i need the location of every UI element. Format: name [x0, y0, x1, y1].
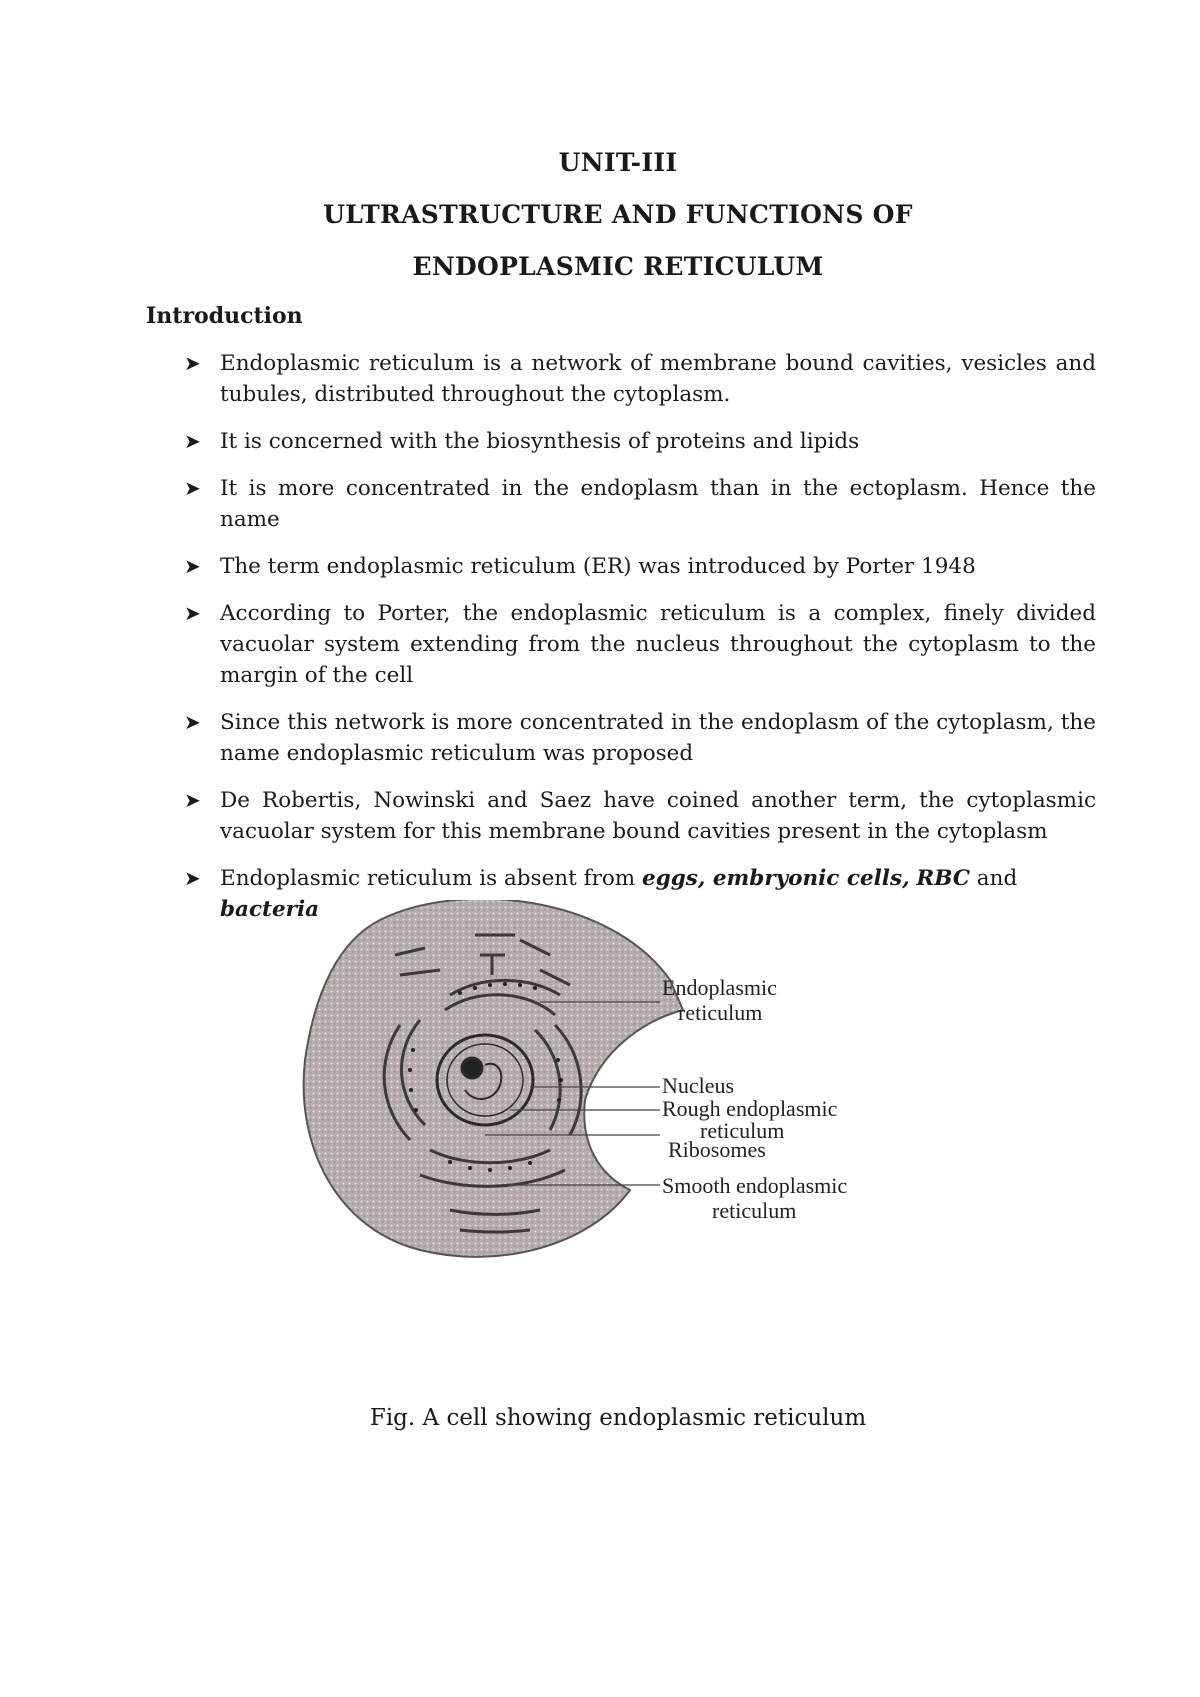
section-heading: Introduction	[146, 303, 303, 329]
figure-caption: Fig. A cell showing endoplasmic reticulum	[369, 1405, 867, 1431]
arrow-bullet-icon: ➤	[184, 788, 201, 812]
label-er: reticulum	[678, 1000, 763, 1025]
bullet-item	[178, 426, 1096, 457]
emphasis-text: RBC	[916, 866, 970, 891]
bullet-item	[178, 473, 1096, 535]
arrow-bullet-icon: ➤	[184, 866, 201, 890]
bullet-text: Endoplasmic reticulum is a network of membrane bound cavities, vesicles and tubules, distributed throughout the cytoplasm.	[220, 351, 1096, 407]
unit-title: UNIT-III	[558, 148, 678, 177]
bullet-item	[178, 551, 1096, 582]
cell-diagram	[300, 900, 960, 1270]
chapter-title-line1: ULTRASTRUCTURE AND FUNCTIONS OF	[323, 200, 913, 229]
bullet-item	[178, 348, 1096, 410]
bullet-text: Since this network is more concentrated in the endoplasm of the cytoplasm, the name endoplasmic reticulum was proposed	[220, 710, 1096, 766]
bullet-text: De Robertis, Nowinski and Saez have coined another term, the cytoplasmic vacuolar system for this membrane bound cavities present in the cytoplasm	[220, 788, 1096, 844]
label-smooth-er: Smooth endoplasmic	[662, 1173, 848, 1198]
arrow-bullet-icon: ➤	[184, 601, 201, 625]
bullet-text: According to Porter, the endoplasmic reticulum is a complex, finely divided vacuolar system extending from the nucleus throughout the cytoplasm to the margin of the cell	[220, 601, 1096, 688]
arrow-bullet-icon: ➤	[184, 710, 201, 734]
bullet-item	[178, 598, 1096, 691]
chapter-title-line2: ENDOPLASMIC RETICULUM	[412, 252, 824, 281]
label-rough-er: Rough endoplasmic	[662, 1096, 838, 1121]
bullet-list	[178, 348, 1096, 941]
label-er: Endoplasmic	[662, 975, 777, 1000]
bullet-item	[178, 785, 1096, 847]
emphasis-text: eggs, embryonic cells,	[642, 866, 910, 891]
bullet-text: It is more concentrated in the endoplasm than in the ectoplasm. Hence the name	[220, 476, 1096, 532]
label-rough-er: reticulum	[700, 1118, 785, 1143]
bullet-text: Endoplasmic reticulum is absent from	[220, 866, 643, 891]
arrow-bullet-icon: ➤	[184, 554, 201, 578]
label-ribosomes: Ribosomes	[668, 1137, 766, 1162]
arrow-bullet-icon: ➤	[184, 429, 201, 453]
arrow-bullet-icon: ➤	[184, 476, 201, 500]
label-smooth-er: reticulum	[712, 1198, 797, 1223]
label-nucleus: Nucleus	[662, 1073, 735, 1098]
bullet-text: The term endoplasmic reticulum (ER) was introduced by Porter 1948	[220, 554, 976, 579]
bullet-item	[178, 707, 1096, 769]
arrow-bullet-icon: ➤	[184, 351, 201, 375]
bullet-text: and	[969, 866, 1018, 891]
emphasis-text: bacteria	[220, 897, 320, 922]
bullet-text: It is concerned with the biosynthesis of proteins and lipids	[220, 429, 860, 454]
